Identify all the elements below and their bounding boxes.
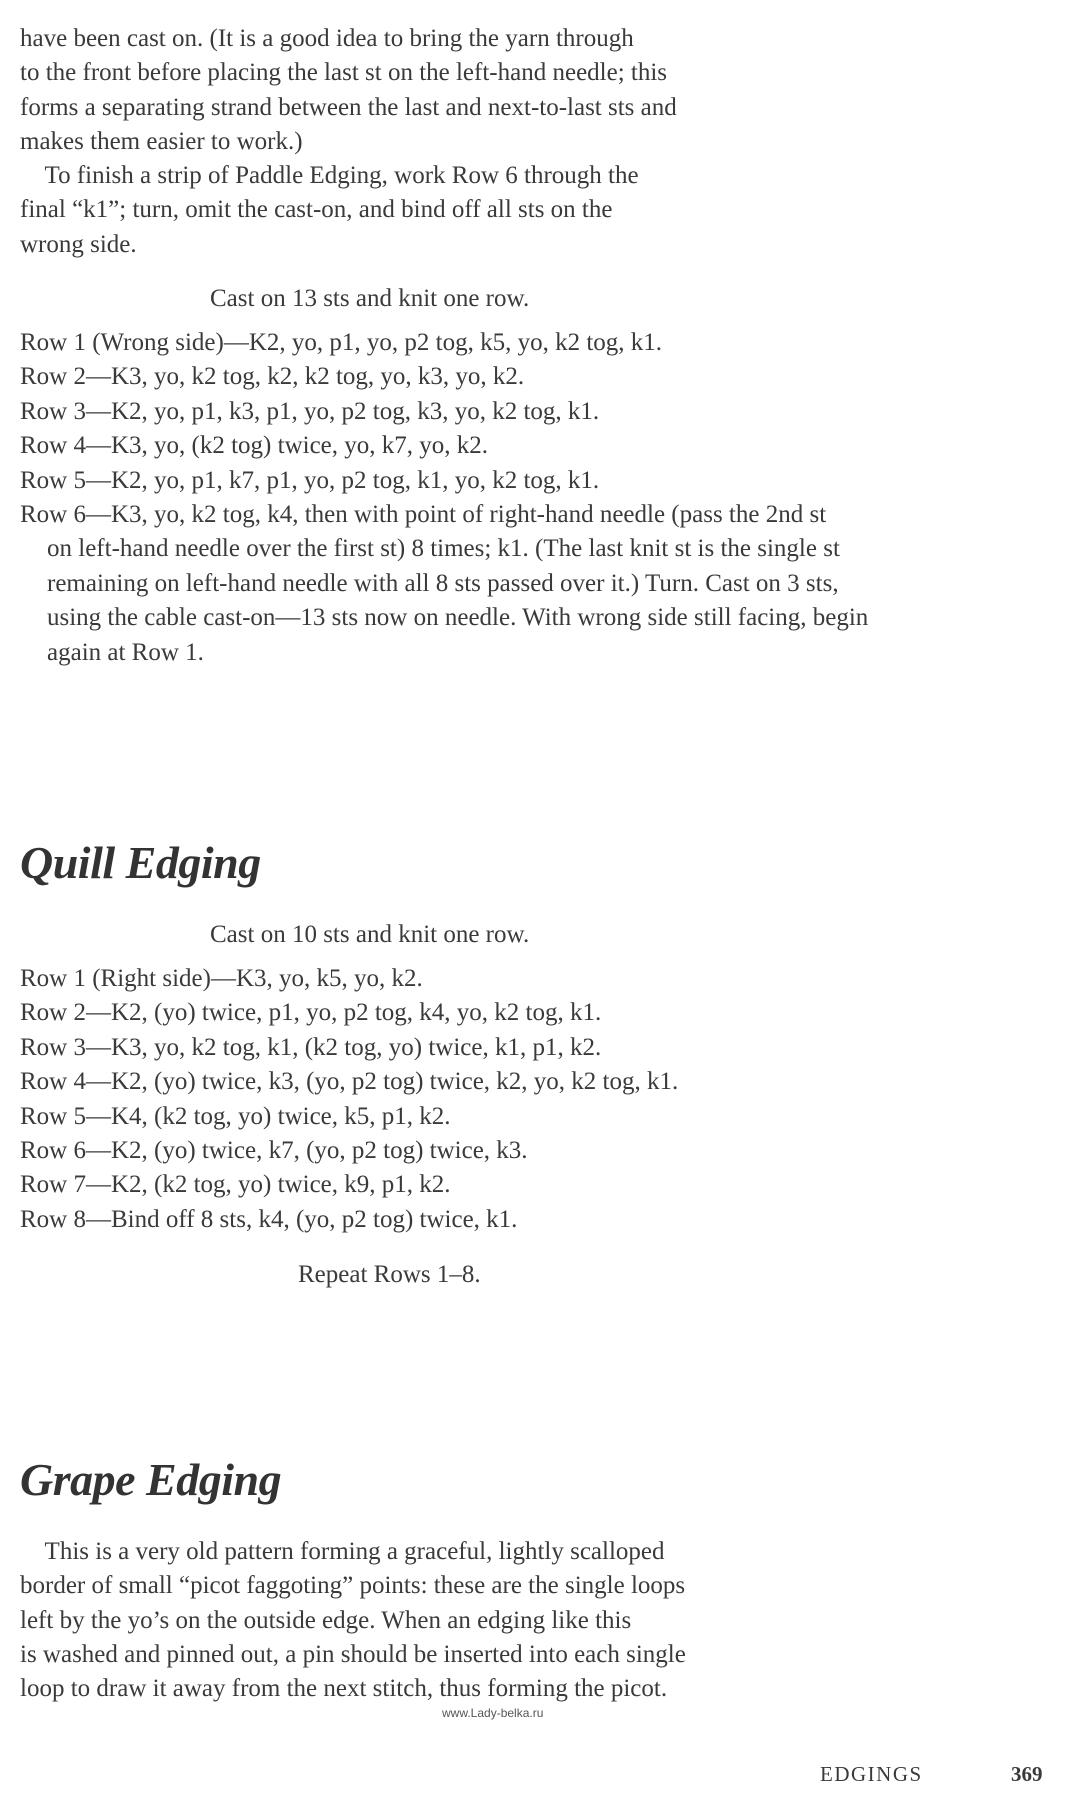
paddle-cast-on: Cast on 13 sts and knit one row. xyxy=(210,285,530,312)
intro-paragraph xyxy=(20,22,812,262)
pattern-row-continuation: remaining on left-hand needle with all 8 sts passed over it.) Turn. Cast on 3 sts, xyxy=(47,569,839,597)
pattern-row: Row 5—K4, (k2 tog, yo) twice, k5, p1, k2. xyxy=(20,1102,451,1130)
text-line: loop to draw it away from the next stitch, thus forming the picot. xyxy=(20,1675,668,1703)
text-line: to the front before placing the last st on the left-hand needle; this xyxy=(20,59,668,87)
text-line: To finish a strip of Paddle Edging, work Row 6 through the xyxy=(20,162,639,190)
pattern-row: Row 5—K2, yo, p1, k7, p1, yo, p2 tog, k1, yo, k2 tog, k1. xyxy=(20,466,600,494)
quill-rows xyxy=(20,962,1050,1237)
text-line: final “k1”; turn, omit the cast-on, and bind off all sts on the xyxy=(20,196,613,224)
pattern-row: Row 7—K2, (k2 tog, yo) twice, k9, p1, k2. xyxy=(20,1171,451,1199)
text-line: have been cast on. (It is a good idea to bring the yarn through xyxy=(20,25,634,52)
pattern-row: Row 1 (Right side)—K3, yo, k5, yo, k2. xyxy=(20,965,423,992)
grape-edging-heading: Grape Edging xyxy=(20,1454,282,1505)
text-line: wrong side. xyxy=(20,230,137,258)
pattern-row: Row 3—K3, yo, k2 tog, k1, (k2 tog, yo) twice, k1, p1, k2. xyxy=(20,1033,602,1061)
watermark-link[interactable]: www.Lady-belka.ru xyxy=(442,1706,544,1720)
pattern-row: Row 2—K2, (yo) twice, p1, yo, p2 tog, k4, yo, k2 tog, k1. xyxy=(20,999,602,1027)
running-footer-section: EDGINGS xyxy=(820,1762,923,1786)
text-line: border of small “picot faggoting” points: these are the single loops xyxy=(20,1572,686,1600)
pattern-row-continuation: again at Row 1. xyxy=(47,638,204,666)
pattern-row: Row 4—K2, (yo) twice, k3, (yo, p2 tog) twice, k2, yo, k2 tog, k1. xyxy=(20,1068,679,1096)
paddle-rows xyxy=(20,326,1050,670)
pattern-row: Row 6—K2, (yo) twice, k7, (yo, p2 tog) twice, k3. xyxy=(20,1137,528,1165)
pattern-row: Row 8—Bind off 8 sts, k4, (yo, p2 tog) twice, k1. xyxy=(20,1205,518,1233)
quill-cast-on: Cast on 10 sts and knit one row. xyxy=(210,921,530,948)
pattern-row-continuation: using the cable cast-on—13 sts now on needle. With wrong side still facing, begin xyxy=(47,604,869,632)
page-number: 369 xyxy=(1011,1762,1043,1786)
quill-edging-heading: Quill Edging xyxy=(20,837,261,888)
pattern-row: Row 3—K2, yo, p1, k3, p1, yo, p2 tog, k3, yo, k2 tog, k1. xyxy=(20,397,600,425)
text-line: This is a very old pattern forming a graceful, lightly scalloped xyxy=(20,1538,665,1565)
pattern-row: Row 6—K3, yo, k2 tog, k4, then with point of right-hand needle (pass the 2nd st xyxy=(20,501,827,529)
pattern-row: Row 4—K3, yo, (k2 tog) twice, yo, k7, yo, k2. xyxy=(20,432,489,460)
quill-repeat: Repeat Rows 1–8. xyxy=(298,1261,481,1288)
text-line: left by the yo’s on the outside edge. When an edging like this xyxy=(20,1606,632,1634)
pattern-row-continuation: on left-hand needle over the first st) 8 times; k1. (The last knit st is the single st xyxy=(47,535,840,563)
text-line: is washed and pinned out, a pin should be inserted into each single xyxy=(20,1640,686,1668)
pattern-row: Row 1 (Wrong side)—K2, yo, p1, yo, p2 tog, k5, yo, k2 tog, k1. xyxy=(20,329,663,356)
text-line: forms a separating strand between the last and next-to-last sts and xyxy=(20,93,677,121)
pattern-row: Row 2—K3, yo, k2 tog, k2, k2 tog, yo, k3, yo, k2. xyxy=(20,363,525,391)
grape-paragraph xyxy=(20,1535,812,1706)
text-line: makes them easier to work.) xyxy=(20,127,303,155)
